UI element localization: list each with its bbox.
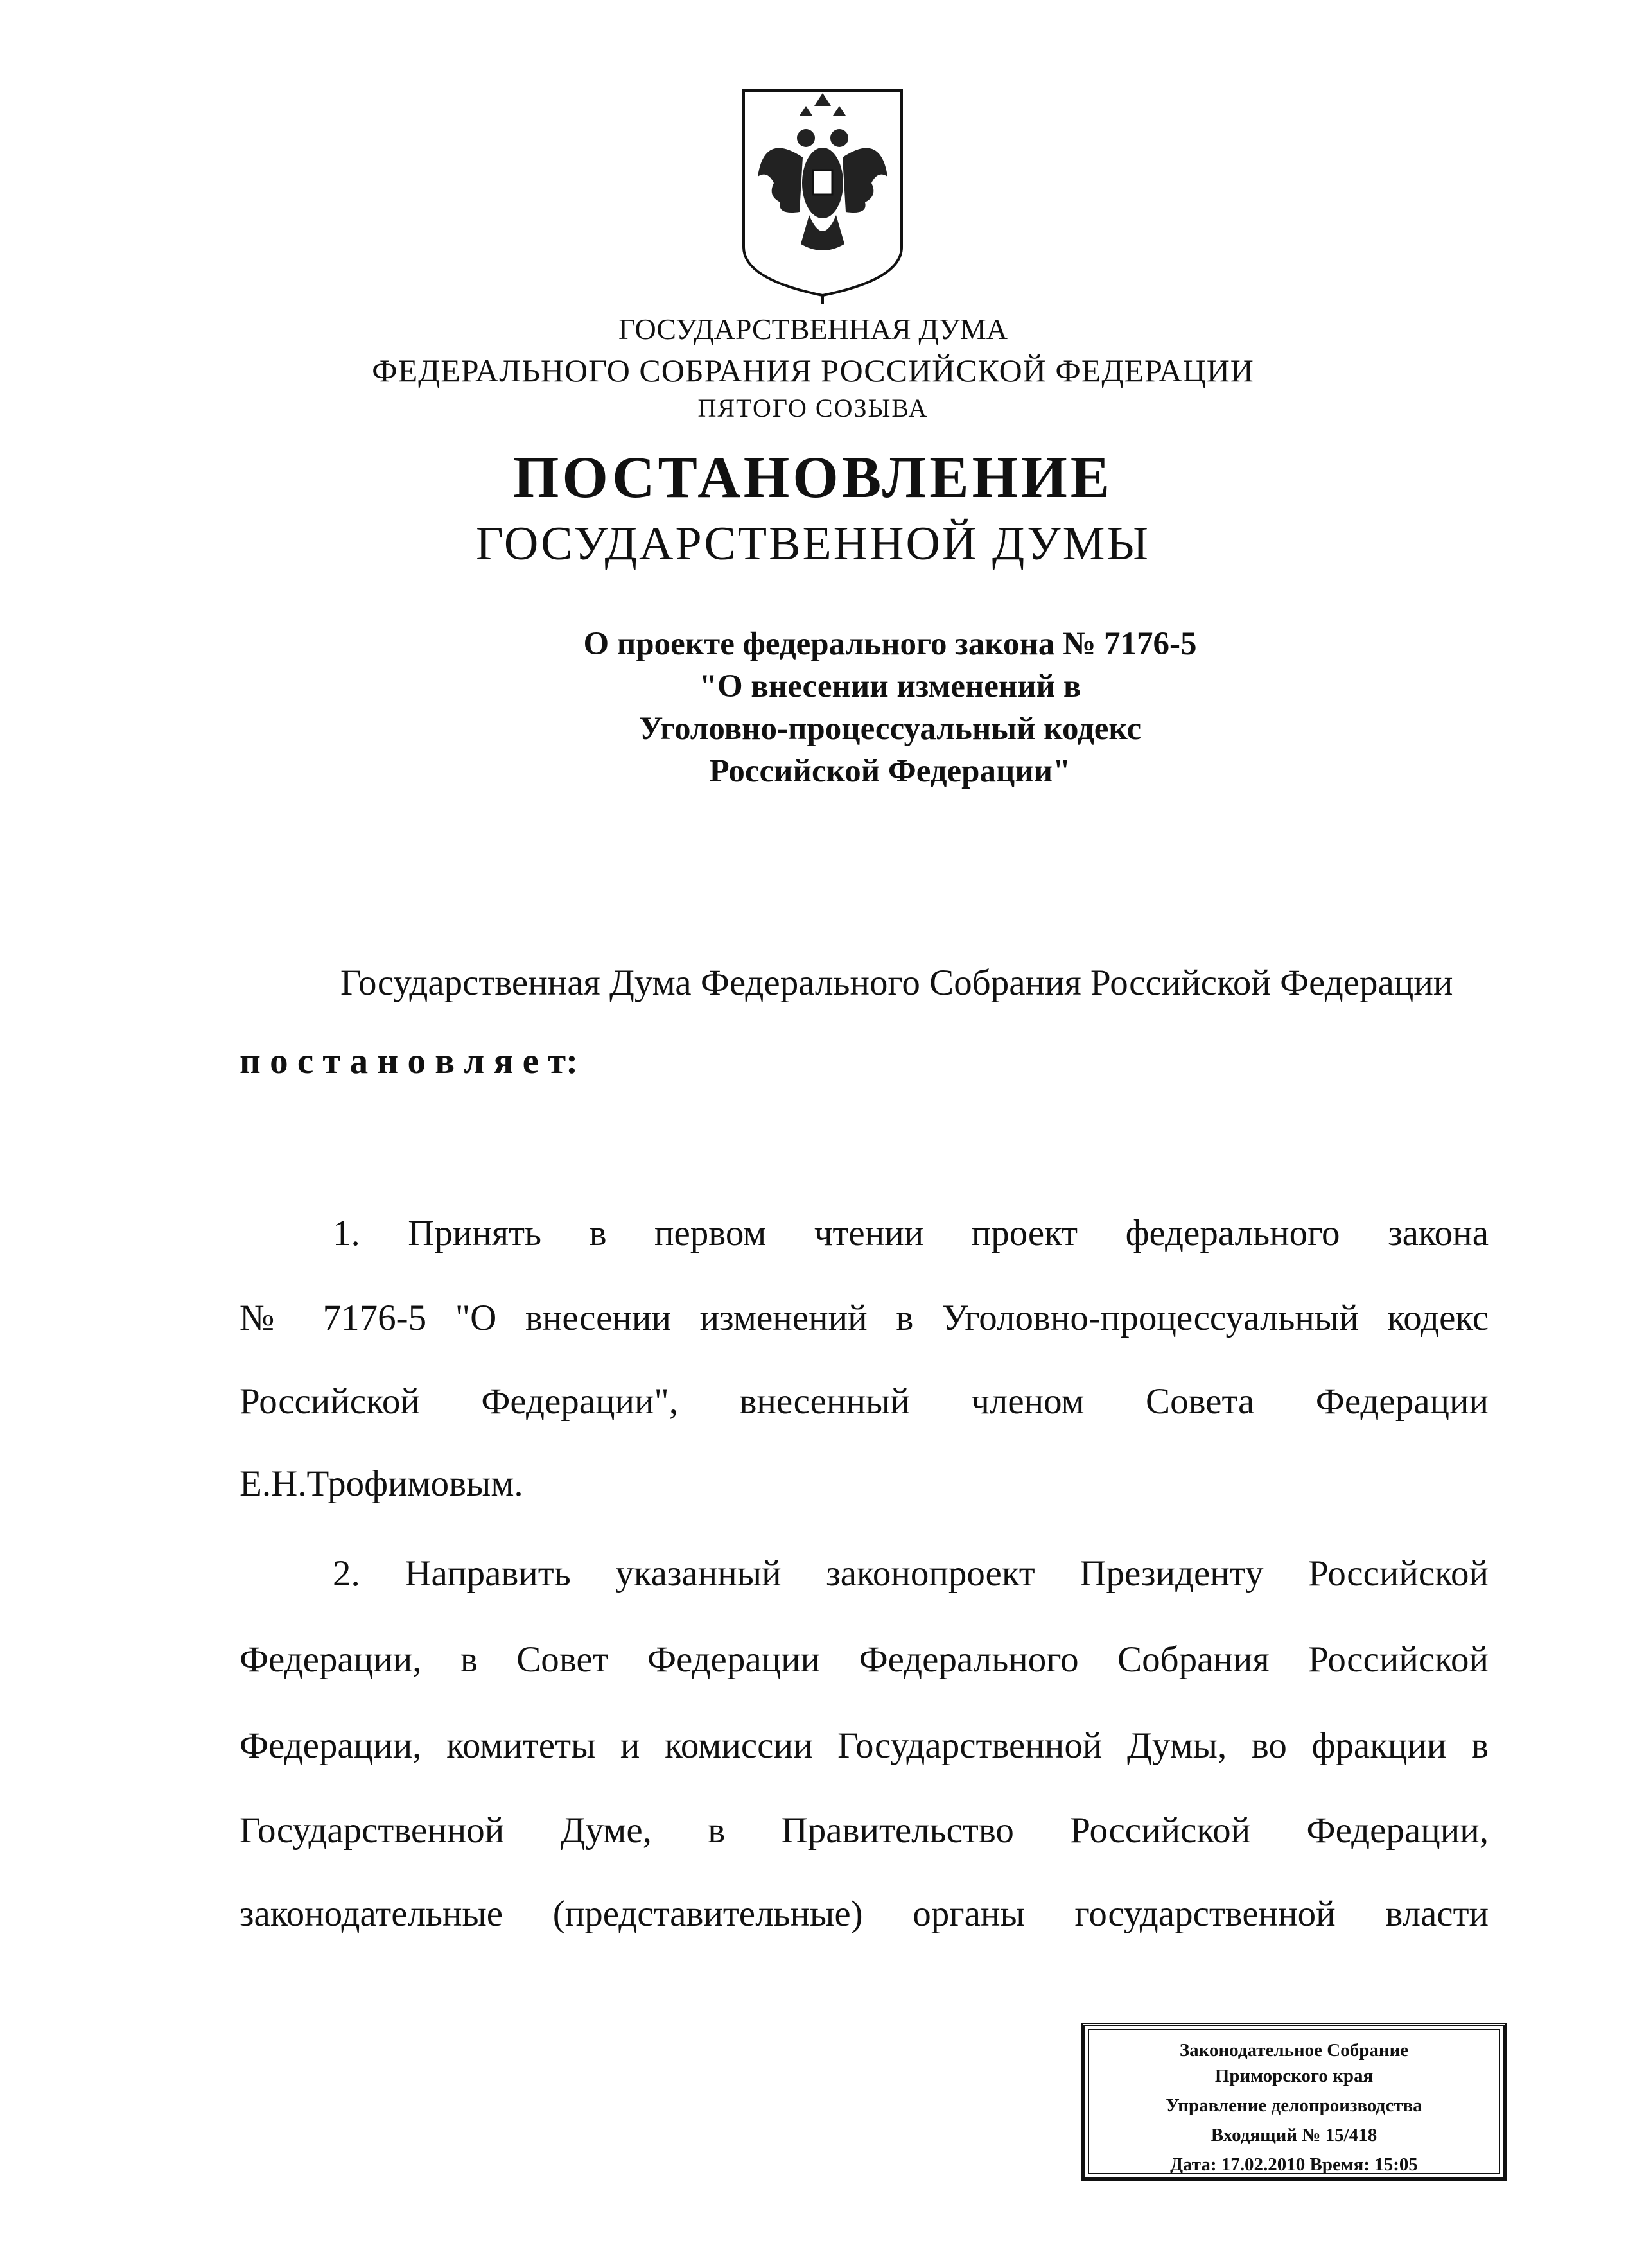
stamp-department: Управление делопроизводства [1166, 2095, 1422, 2116]
paragraph-2-line: законодательные (представительные) органы государственной власти [240, 1894, 1489, 1934]
paragraph-1-line: Российской Федерации", внесенный членом Совета Федерации [240, 1381, 1489, 1422]
title-line: Уголовно-процессуальный кодекс [638, 711, 1142, 747]
stamp-datetime: Дата: 17.02.2010 Время: 15:05 [1170, 2154, 1418, 2175]
paragraph-2-line: Государственной Думе, в Правительство Российской Федерации, [240, 1810, 1489, 1851]
incoming-stamp [1081, 2023, 1507, 2181]
document-type: ПОСТАНОВЛЕНИЕ [512, 444, 1114, 510]
paragraph-2-line: Федерации, комитеты и комиссии Государственной Думы, во фракции в [240, 1725, 1489, 1766]
paragraph-1-line: 1. Принять в первом чтении проект федерального закона [333, 1213, 1489, 1253]
paragraph-1-line: Е.Н.Трофимовым. [240, 1463, 523, 1504]
header-line-1: ГОСУДАРСТВЕННАЯ ДУМА [618, 313, 1008, 345]
title-line: О проекте федерального закона № 7176-5 [583, 626, 1197, 662]
document-issuer: ГОСУДАРСТВЕННОЙ ДУМЫ [475, 518, 1151, 570]
intro-text: Государственная Дума Федерального Собрания Российской Федерации [340, 963, 1453, 1003]
resolves-text: п о с т а н о в л я е т: [240, 1041, 579, 1081]
paragraph-2-line: 2. Направить указанный законопроект Президенту Российской [333, 1553, 1489, 1594]
stamp-incoming-number: Входящий № 15/418 [1211, 2125, 1377, 2145]
header-line-3: ПЯТОГО СОЗЫВА [697, 394, 929, 423]
paragraph-1-line: № 7176-5 "О внесении изменений в Уголовно-процессуальный кодекс [240, 1298, 1489, 1338]
stamp-org-1: Законодательное Собрание [1179, 2040, 1409, 2061]
stamp-org-2: Приморского края [1214, 2066, 1374, 2086]
coat-of-arms-icon [739, 87, 907, 305]
paragraph-2-line: Федерации, в Совет Федерации Федерального Собрания Российской [240, 1639, 1489, 1680]
title-line: Российской Федерации" [709, 753, 1071, 789]
document-title [505, 623, 1275, 792]
header-line-2: ФЕДЕРАЛЬНОГО СОБРАНИЯ РОССИЙСКОЙ ФЕДЕРАЦИИ [372, 353, 1254, 388]
title-line: "О внесении изменений в [699, 668, 1081, 704]
